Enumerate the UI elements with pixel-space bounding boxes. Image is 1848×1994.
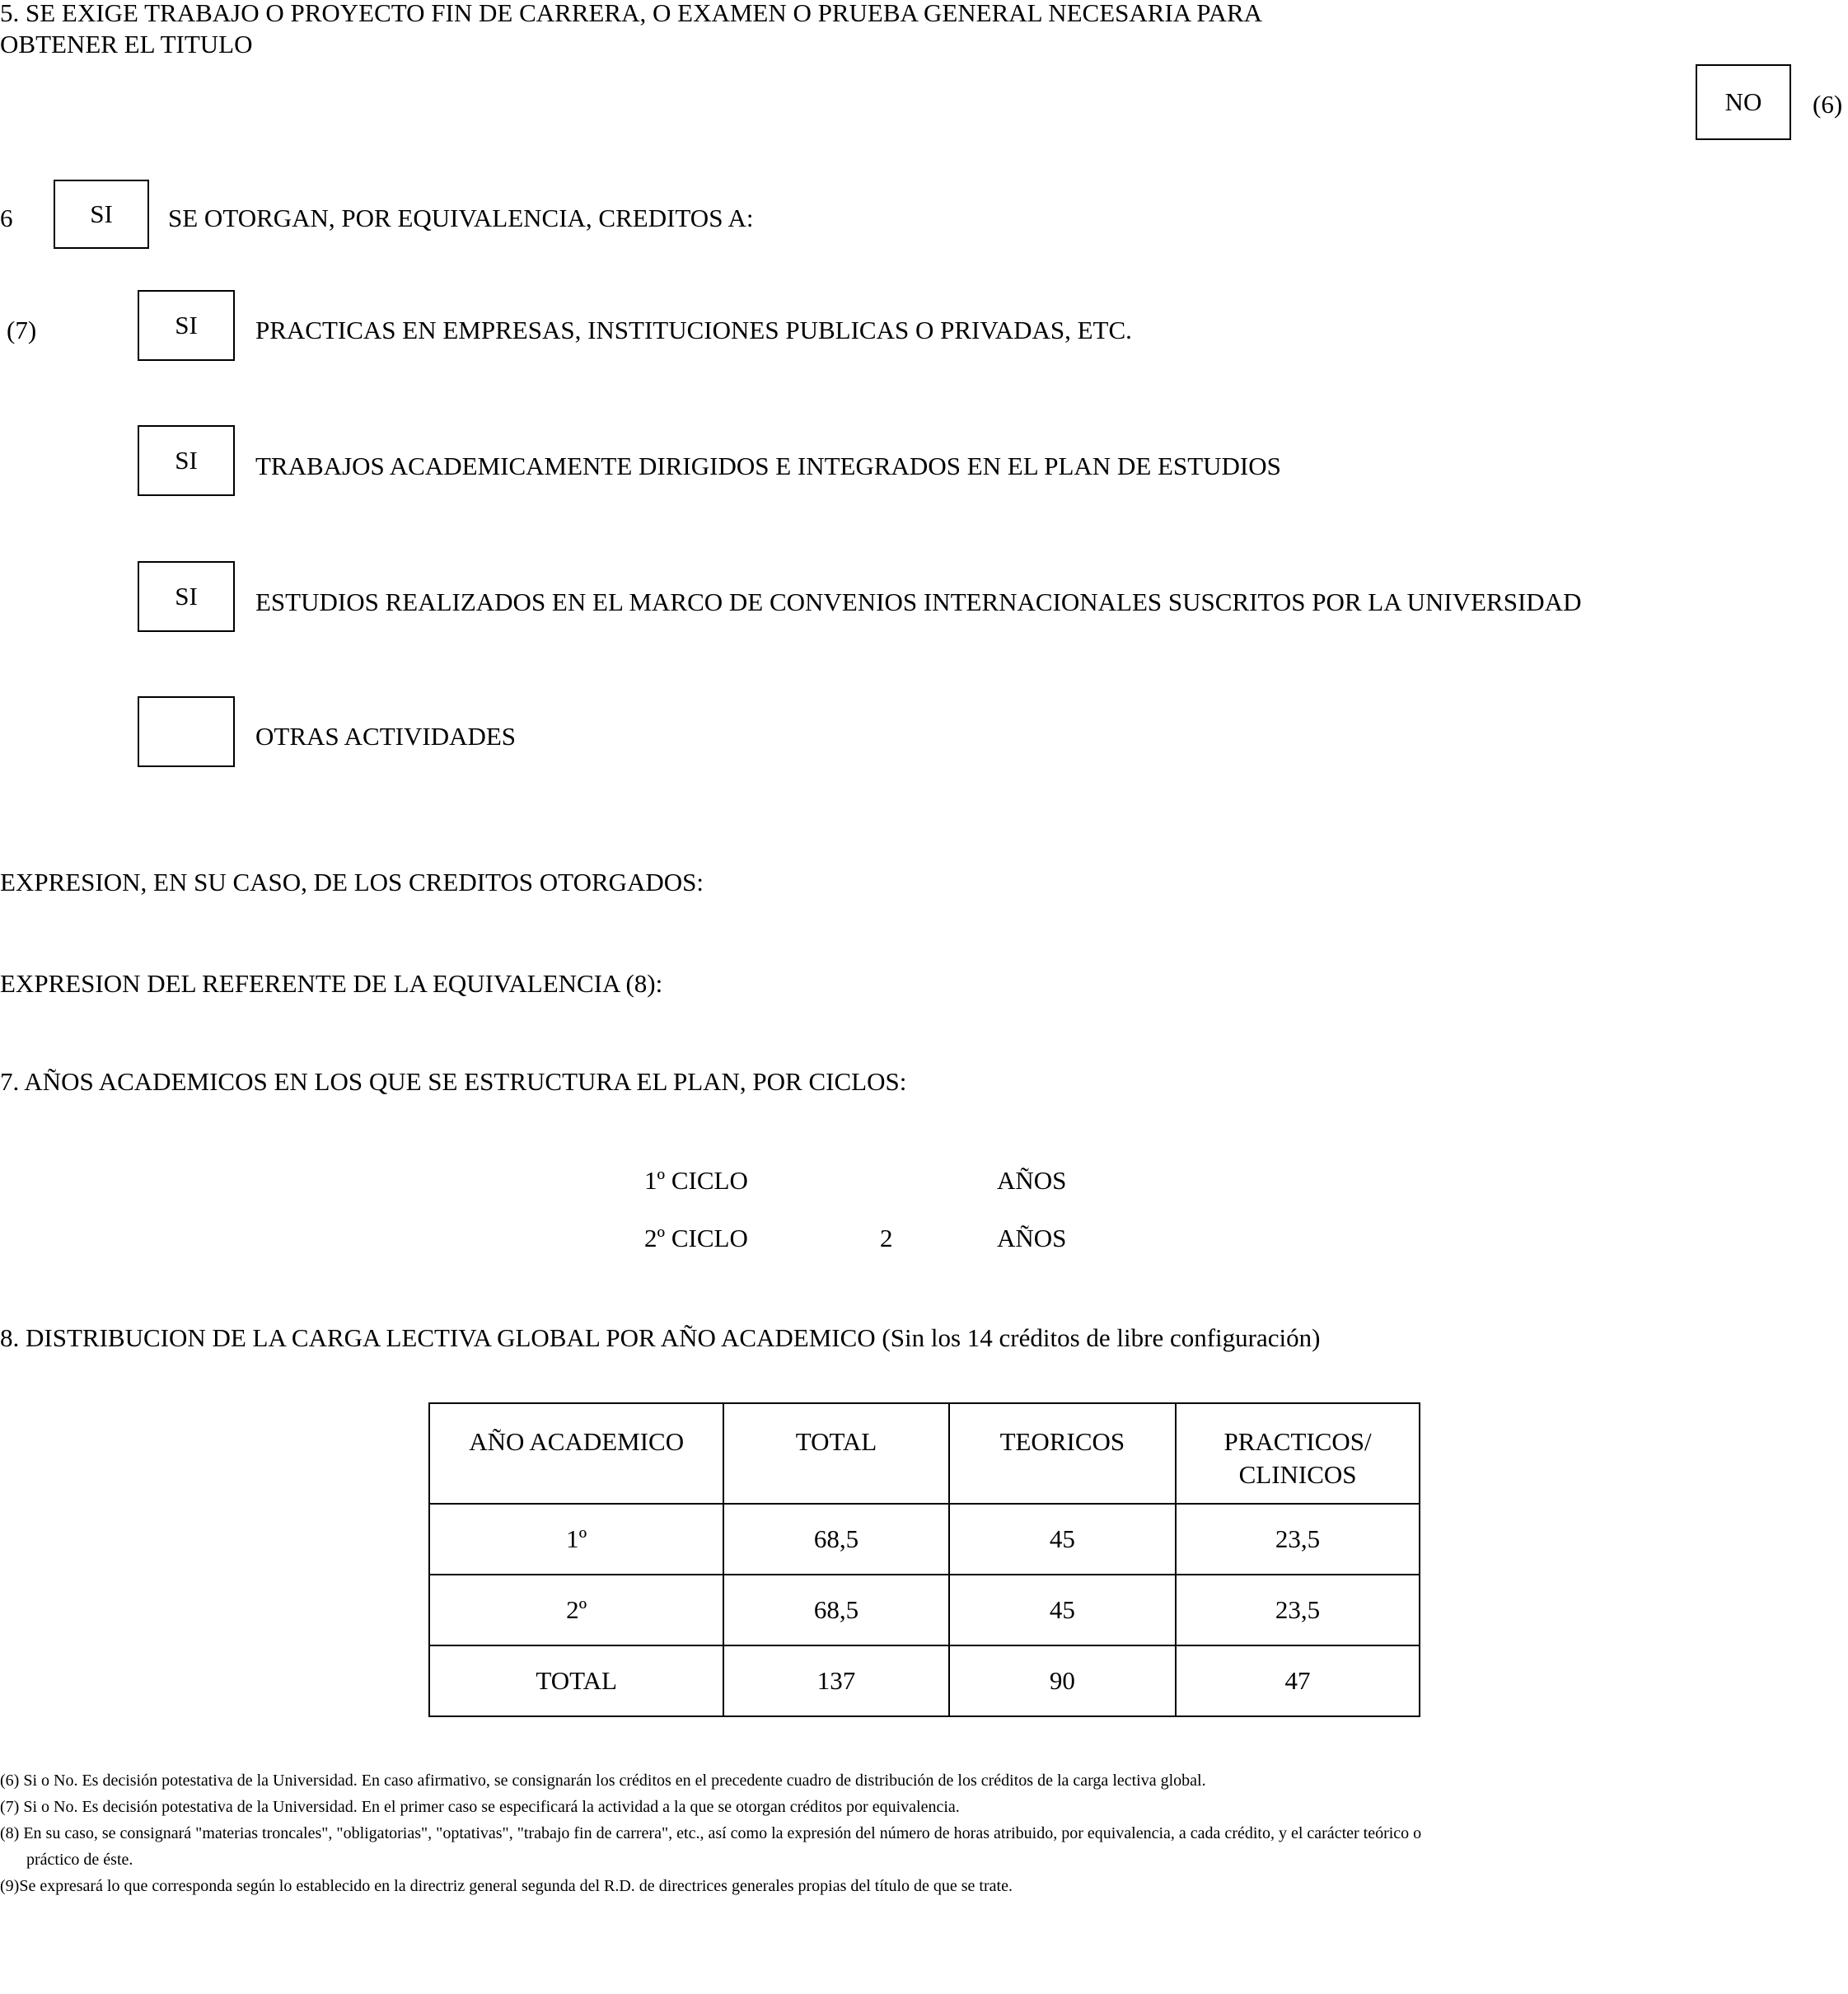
table-row bbox=[429, 1504, 1420, 1575]
section-5-heading-line2: OBTENER EL TITULO bbox=[0, 30, 253, 59]
footnotes bbox=[0, 1767, 1780, 1899]
table-row-total bbox=[429, 1645, 1420, 1716]
ciclo-2-unit: AÑOS bbox=[997, 1224, 1067, 1252]
cell-total: 137 bbox=[723, 1645, 948, 1716]
section-6-checkbox[interactable]: SI bbox=[54, 180, 149, 249]
footnote-ref-7: (7) bbox=[7, 316, 37, 344]
otras-actividades-checkbox[interactable] bbox=[138, 696, 235, 767]
carga-lectiva-table bbox=[428, 1402, 1420, 1717]
cell-ano: 1º bbox=[429, 1504, 723, 1575]
header-practicos-clinicos: PRACTICOS/ CLINICOS bbox=[1176, 1403, 1420, 1504]
practicas-label: PRACTICAS EN EMPRESAS, INSTITUCIONES PUBLICAS O PRIVADAS, ETC. bbox=[255, 316, 1132, 344]
cell-teoricos: 90 bbox=[949, 1645, 1177, 1716]
trabajos-dirigidos-checkbox[interactable]: SI bbox=[138, 425, 235, 496]
section-7-heading: 7. AÑOS ACADEMICOS EN LOS QUE SE ESTRUCTURA EL PLAN, POR CICLOS: bbox=[0, 1067, 907, 1096]
ciclo-2-value: 2 bbox=[880, 1224, 893, 1252]
expresion-creditos-otorgados: EXPRESION, EN SU CASO, DE LOS CREDITOS OTORGADOS: bbox=[0, 868, 704, 896]
section-5-heading-line1: 5. SE EXIGE TRABAJO O PROYECTO FIN DE CARRERA, O EXAMEN O PRUEBA GENERAL NECESARIA PARA bbox=[0, 0, 1263, 27]
cell-teoricos: 45 bbox=[949, 1575, 1177, 1645]
footnote-8: (8) En su caso, se consignará "materias troncales", "obligatorias", "optativas", "trabajo fin de carrera", etc., así como la expresión del número de horas atribuido, por equivalencia, a cada crédito, y el carácter teórico o bbox=[0, 1824, 1422, 1842]
footnote-ref-6: (6) bbox=[1813, 90, 1843, 119]
ciclo-2-label: 2º CICLO bbox=[644, 1224, 748, 1252]
otras-actividades-label: OTRAS ACTIVIDADES bbox=[255, 722, 517, 751]
cell-total: 68,5 bbox=[723, 1575, 948, 1645]
cell-teoricos: 45 bbox=[949, 1504, 1177, 1575]
practicas-checkbox[interactable]: SI bbox=[138, 290, 235, 361]
cell-practicos: 23,5 bbox=[1176, 1504, 1420, 1575]
cell-practicos: 23,5 bbox=[1176, 1575, 1420, 1645]
expresion-referente-equivalencia: EXPRESION DEL REFERENTE DE LA EQUIVALENCIA (8): bbox=[0, 969, 663, 998]
footnote-8-continued: práctico de éste. bbox=[26, 1851, 133, 1869]
section-6-number: 6 bbox=[0, 204, 13, 232]
footnote-7: (7) Si o No. Es decisión potestativa de la Universidad. En el primer caso se especificará la actividad a la que se otorgan créditos por equivalencia. bbox=[0, 1798, 960, 1816]
convenios-internacionales-checkbox[interactable]: SI bbox=[138, 561, 235, 632]
footnote-6: (6) Si o No. Es decisión potestativa de la Universidad. En caso afirmativo, se consignarán los créditos en el precedente cuadro de distribución de los créditos de la carga lectiva global. bbox=[0, 1772, 1206, 1790]
section-5-checkbox[interactable]: NO bbox=[1696, 64, 1791, 140]
cell-ano: TOTAL bbox=[429, 1645, 723, 1716]
header-teoricos: TEORICOS bbox=[949, 1403, 1177, 1504]
header-ano-academico: AÑO ACADEMICO bbox=[429, 1403, 723, 1504]
cell-total: 68,5 bbox=[723, 1504, 948, 1575]
section-8-heading: 8. DISTRIBUCION DE LA CARGA LECTIVA GLOBAL POR AÑO ACADEMICO (Sin los 14 créditos de libre configuración) bbox=[0, 1323, 1321, 1352]
table-header-row bbox=[429, 1403, 1420, 1504]
convenios-internacionales-label: ESTUDIOS REALIZADOS EN EL MARCO DE CONVENIOS INTERNACIONALES SUSCRITOS POR LA UNIVERSIDAD bbox=[255, 587, 1582, 616]
header-total: TOTAL bbox=[723, 1403, 948, 1504]
trabajos-dirigidos-label: TRABAJOS ACADEMICAMENTE DIRIGIDOS E INTEGRADOS EN EL PLAN DE ESTUDIOS bbox=[255, 452, 1281, 480]
footnote-9: (9)Se expresará lo que corresponda según lo establecido en la directriz general segunda del R.D. de directrices generales propias del título de que se trate. bbox=[0, 1877, 1013, 1895]
section-6-heading: SE OTORGAN, POR EQUIVALENCIA, CREDITOS A: bbox=[168, 204, 754, 232]
ciclo-1-label: 1º CICLO bbox=[644, 1166, 748, 1195]
cell-ano: 2º bbox=[429, 1575, 723, 1645]
cell-practicos: 47 bbox=[1176, 1645, 1420, 1716]
table-row bbox=[429, 1575, 1420, 1645]
ciclo-1-unit: AÑOS bbox=[997, 1166, 1067, 1195]
